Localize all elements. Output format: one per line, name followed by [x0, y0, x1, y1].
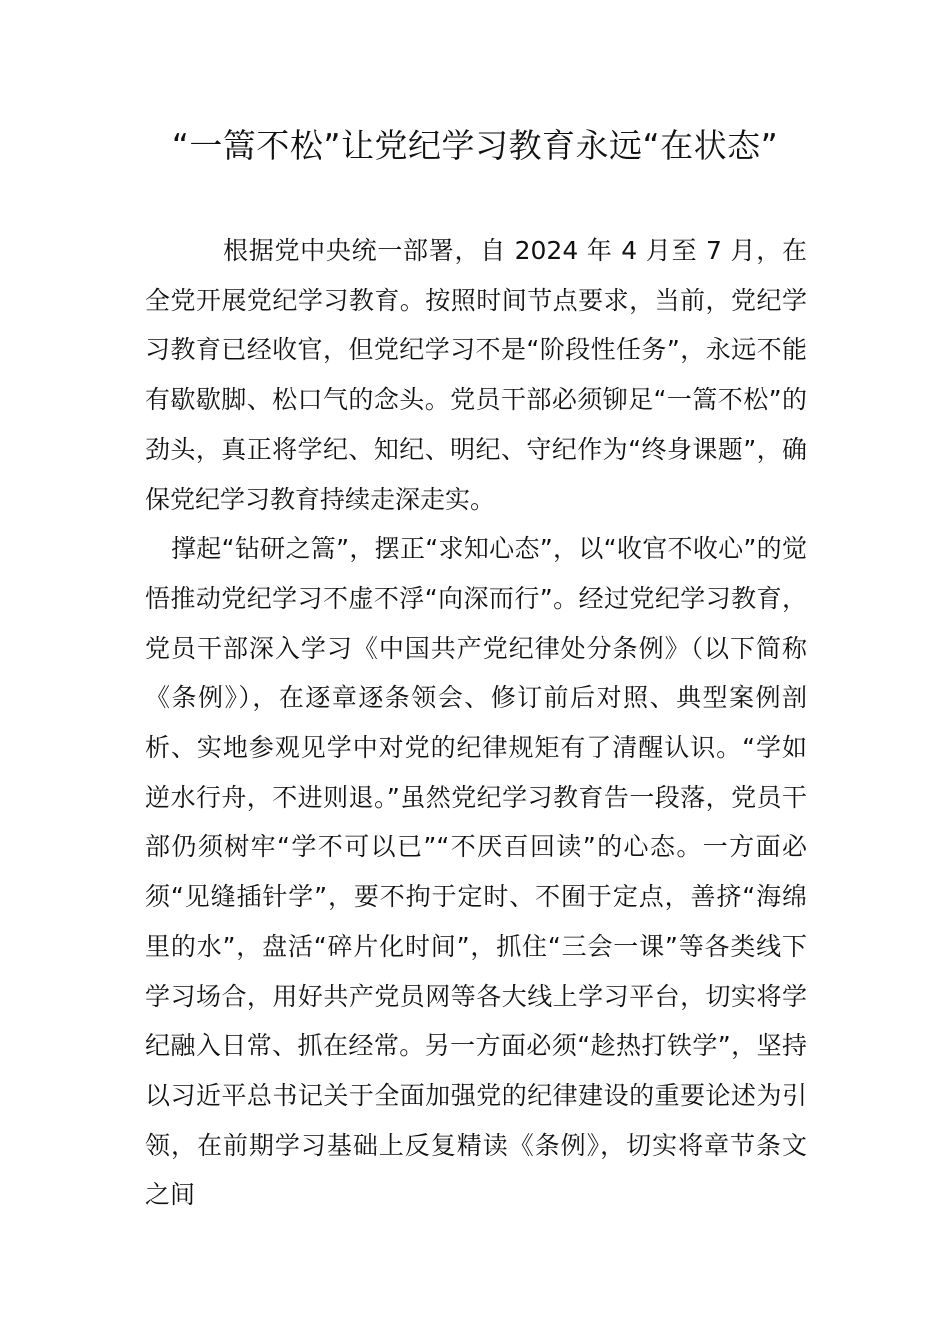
- document-body: [145, 226, 807, 1220]
- paragraph-2: 撑起“钻研之篙”，摆正“求知心态”，以“收官不收心”的觉悟推动党纪学习不虚不浮“向深而行”。经过党纪学习教育，党员干部深入学习《中国共产党纪律处分条例》（以下简称《条例》），在逐章逐条领会、修订前后对照、典型案例剖析、实地参观见学中对党的纪律规矩有了清醒认识。“学如逆水行舟，不进则退。”虽然党纪学习教育告一段落，党员干部仍须树牢“学不可以已”“不厌百回读”的心态。一方面必须“见缝插针学”，要不拘于定时、不囿于定点，善挤“海绵里的水”，盘活“碎片化时间”，抓住“三会一课”等各类线下学习场合，用好共产党员网等各大线上学习平台，切实将学纪融入日常、抓在经常。另一方面必须“趁热打铁学”，坚持以习近平总书记关于全面加强党的纪律建设的重要论述为引领，在前期学习基础上反复精读《条例》，切实将章节条文之间: [145, 534, 807, 1210]
- paragraph-1: 根据党中央统一部署，自 2024 年 4 月至 7 月，在全党开展党纪学习教育。按照时间节点要求，当前，党纪学习教育已经收官，但党纪学习不是“阶段性任务”，永远不能有歇歇脚、松口气的念头。党员干部必须铆足“一篙不松”的劲头，真正将学纪、知纪、明纪、守纪作为“终身课题”，确保党纪学习教育持续走深走实。: [145, 236, 807, 514]
- document-title: “一篙不松”让党纪学习教育永远“在状态”: [171, 126, 779, 165]
